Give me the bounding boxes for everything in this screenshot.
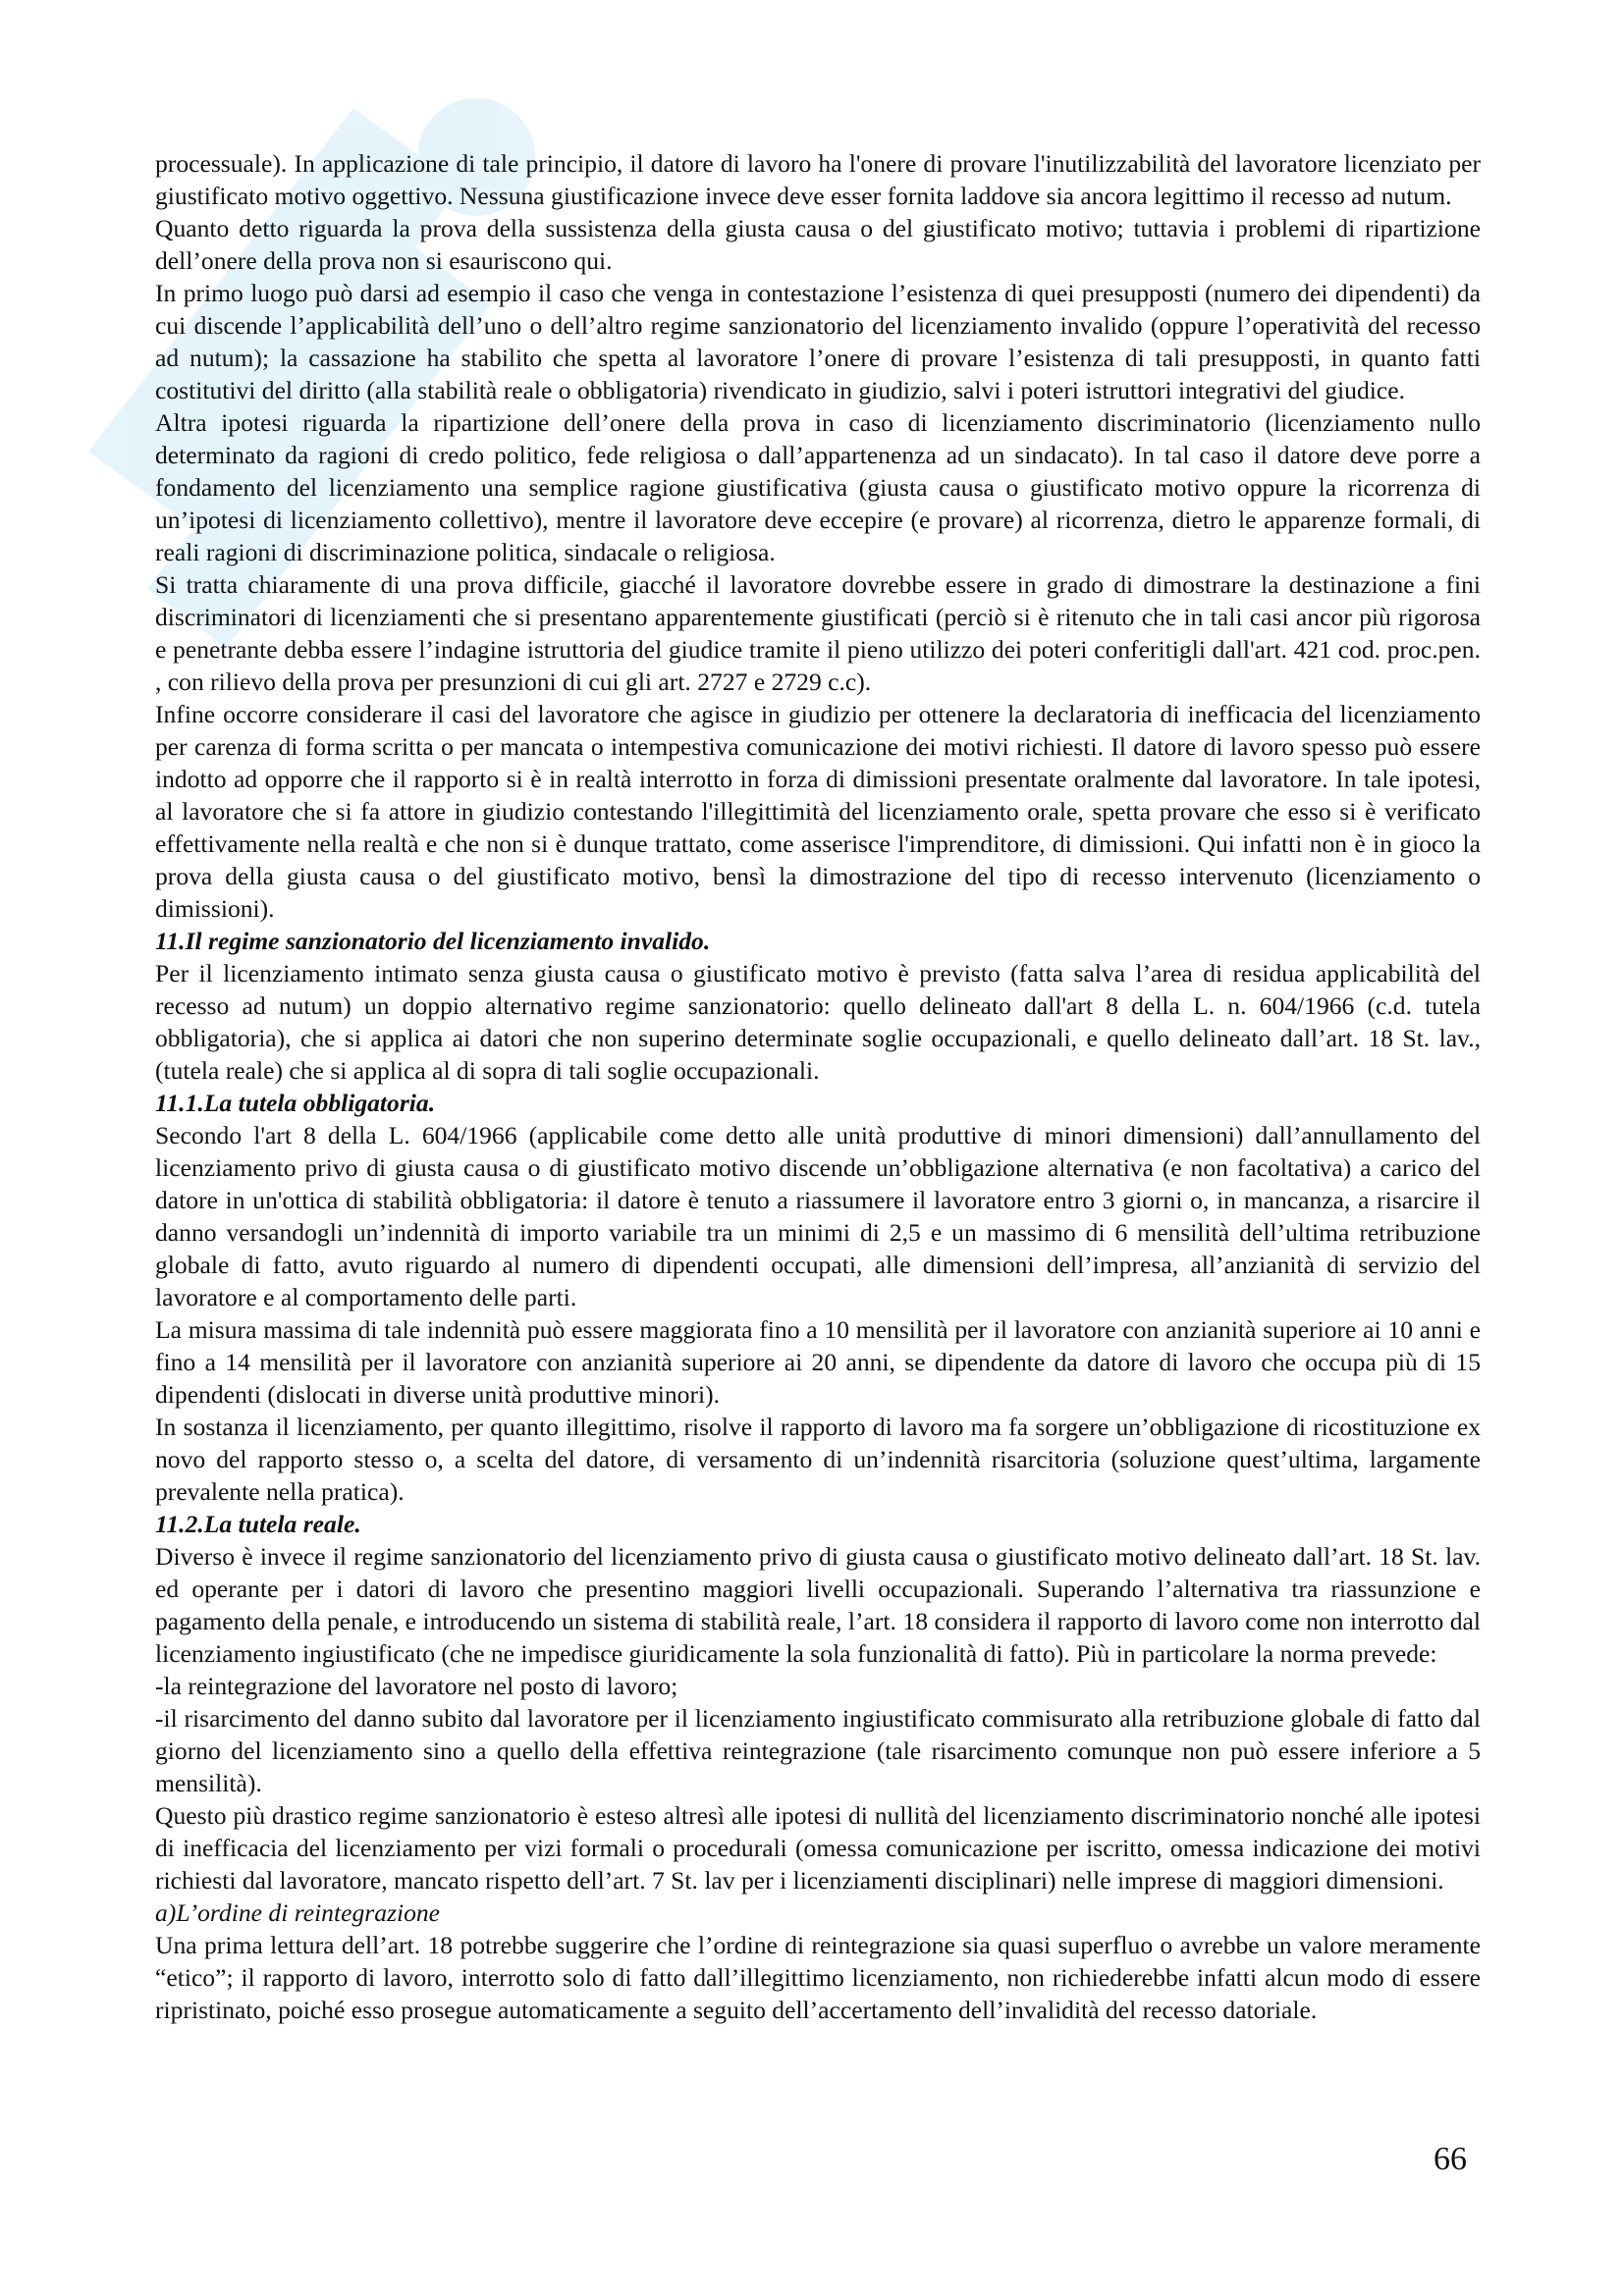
paragraph: Quanto detto riguarda la prova della sussistenza della giusta causa o del giustificato motivo; tuttavia i problemi di ripartizione dell’onere della prova non si esauriscono qui. <box>155 214 1481 275</box>
document-page <box>155 147 1481 2026</box>
section-heading-11-1: 11.1.La tutela obbligatoria. <box>155 1089 436 1117</box>
section-heading-11: 11.Il regime sanzionatorio del licenziamento invalido. <box>155 927 711 955</box>
paragraph: In sostanza il licenziamento, per quanto illegittimo, risolve il rapporto di lavoro ma fa sorgere un’obbligazione di ricostituzione ex novo del rapporto stesso o, a scelta del datore, di versamento di un’indennità risarcitoria (soluzione quest’ultima, largamente prevalente nella pratica). <box>155 1413 1481 1506</box>
paragraph: Una prima lettura dell’art. 18 potrebbe suggerire che l’ordine di reintegrazione sia quasi superfluo o avrebbe un valore meramente “etico”; il rapporto di lavoro, interrotto solo di fatto dall’illegittimo licenziamento, non richiederebbe infatti alcun modo di essere ripristinato, poiché esso prosegue automaticamente a seguito dell’accertamento dell’invalidità del recesso datoriale. <box>155 1931 1481 2024</box>
paragraph: Questo più drastico regime sanzionatorio è esteso altresì alle ipotesi di nullità del licenziamento discriminatorio nonché alle ipotesi di inefficacia del licenziamento per vizi formali o procedurali (omessa comunicazione per iscritto, omessa indicazione dei motivi richiesti dal lavoratore, mancato rispetto dell’art. 7 St. lav per i licenziamenti disciplinari) nelle imprese di maggiori dimensioni. <box>155 1801 1481 1895</box>
paragraph: Secondo l'art 8 della L. 604/1966 (applicabile come detto alle unità produttive di minori dimensioni) dall’annullamento del licenziamento privo di giusta causa o di giustificato motivo discende un’obbligazione alternativa (e non facoltativa) a carico del datore in un'ottica di stabilità obbligatoria: il datore è tenuto a riassumere il lavoratore entro 3 giorni o, in mancanza, a risarcire il danno versandogli un’indennità di importo variabile tra un minimi di 2,5 e un massimo di 6 mensilità dell’ultima retribuzione globale di fatto, avuto riguardo al numero di dipendenti occupati, alle dimensioni dell’impresa, all’anzianità di servizio del lavoratore e al comportamento delle parti. <box>155 1121 1481 1311</box>
page-number: 66 <box>1434 2141 1467 2177</box>
list-item: -il risarcimento del danno subito dal lavoratore per il licenziamento ingiustificato commisurato alla retribuzione globale di fatto dal giorno del licenziamento sino a quello della effettiva reintegrazione (tale risarcimento comunque non può essere inferiore a 5 mensilità). <box>155 1704 1481 1797</box>
list-item: -la reintegrazione del lavoratore nel posto di lavoro; <box>155 1672 678 1700</box>
paragraph: Altra ipotesi riguarda la ripartizione dell’onere della prova in caso di licenziamento discriminatorio (licenziamento nullo determinato da ragioni di credo politico, fede religiosa o dall’appartenenza ad un sindacato). In tal caso il datore deve porre a fondamento del licenziamento una semplice ragione giustificativa (giusta causa o giustificato motivo oppure la ricorrenza di un’ipotesi di licenziamento collettivo), mentre il lavoratore deve eccepire (e provare) al ricorrenza, dietro le apparenze formali, di reali ragioni di discriminazione politica, sindacale o religiosa. <box>155 408 1481 566</box>
paragraph: In primo luogo può darsi ad esempio il caso che venga in contestazione l’esistenza di quei presupposti (numero dei dipendenti) da cui discende l’applicabilità dell’uno o dell’altro regime sanzionatorio del licenziamento invalido (oppure l’operatività del recesso ad nutum); la cassazione ha stabilito che spetta al lavoratore l’onere di provare l’esistenza di tali presupposti, in quanto fatti costitutivi del diritto (alla stabilità reale o obbligatoria) rivendicato in giudizio, salvi i poteri istruttori integrativi del giudice. <box>155 279 1481 404</box>
subsection-heading-a: a)L’ordine di reintegrazione <box>155 1898 441 1927</box>
paragraph: Per il licenziamento intimato senza giusta causa o giustificato motivo è previsto (fatta salva l’area di residua applicabilità del recesso ad nutum) un doppio alternativo regime sanzionatorio: quello delineato dall'art 8 della L. n. 604/1966 (c.d. tutela obbligatoria), che si applica ai datori che non superino determinate soglie occupazionali, e quello delineato dall’art. 18 St. lav., (tutela reale) che si applica al di sopra di tali soglie occupazionali. <box>155 959 1481 1085</box>
paragraph: Infine occorre considerare il casi del lavoratore che agisce in giudizio per ottenere la declaratoria di inefficacia del licenziamento per carenza di forma scritta o per mancata o intempestiva comunicazione dei motivi richiesti. Il datore di lavoro spesso può essere indotto ad opporre che il rapporto si è in realtà interrotto in forza di dimissioni presentate oralmente dal lavoratore. In tale ipotesi, al lavoratore che si fa attore in giudizio contestando l'illegittimità del licenziamento orale, spetta provare che esso si è verificato effettivamente nella realtà e che non si è dunque trattato, come asserisce l'imprenditore, di dimissioni. Qui infatti non è in gioco la prova della giusta causa o del giustificato motivo, bensì la dimostrazione del tipo di recesso intervenuto (licenziamento o dimissioni). <box>155 700 1481 923</box>
paragraph: Si tratta chiaramente di una prova difficile, giacché il lavoratore dovrebbe essere in grado di dimostrare la destinazione a fini discriminatori di licenziamenti che si presentano apparentemente giustificati (perciò si è ritenuto che in tali casi ancor più rigorosa e penetrante debba essere l’indagine istruttoria del giudice tramite il pieno utilizzo dei poteri conferitigli dall'art. 421 cod. proc.pen. , con rilievo della prova per presunzioni di cui gli art. 2727 e 2729 c.c). <box>155 570 1481 696</box>
paragraph: processuale). In applicazione di tale principio, il datore di lavoro ha l'onere di provare l'inutilizzabilità del lavoratore licenziato per giustificato motivo oggettivo. Nessuna giustificazione invece deve esser fornita laddove sia ancora legittimo il recesso ad nutum. <box>155 149 1481 210</box>
paragraph: Diverso è invece il regime sanzionatorio del licenziamento privo di giusta causa o giustificato motivo delineato dall’art. 18 St. lav. ed operante per i datori di lavoro che presentino maggiori livelli occupazionali. Superando l’alternativa tra riassunzione e pagamento della penale, e introducendo un sistema di stabilità reale, l’art. 18 considera il rapporto di lavoro come non interrotto dal licenziamento ingiustificato (che ne impedisce giuridicamente la sola funzionalità di fatto). Più in particolare la norma prevede: <box>155 1542 1481 1668</box>
section-heading-11-2: 11.2.La tutela reale. <box>155 1510 361 1538</box>
paragraph: La misura massima di tale indennità può essere maggiorata fino a 10 mensilità per il lavoratore con anzianità superiore ai 10 anni e fino a 14 mensilità per il lavoratore con anzianità superiore ai 20 anni, se dipendente da datore di lavoro che occupa più di 15 dipendenti (dislocati in diverse unità produttive minori). <box>155 1315 1481 1409</box>
